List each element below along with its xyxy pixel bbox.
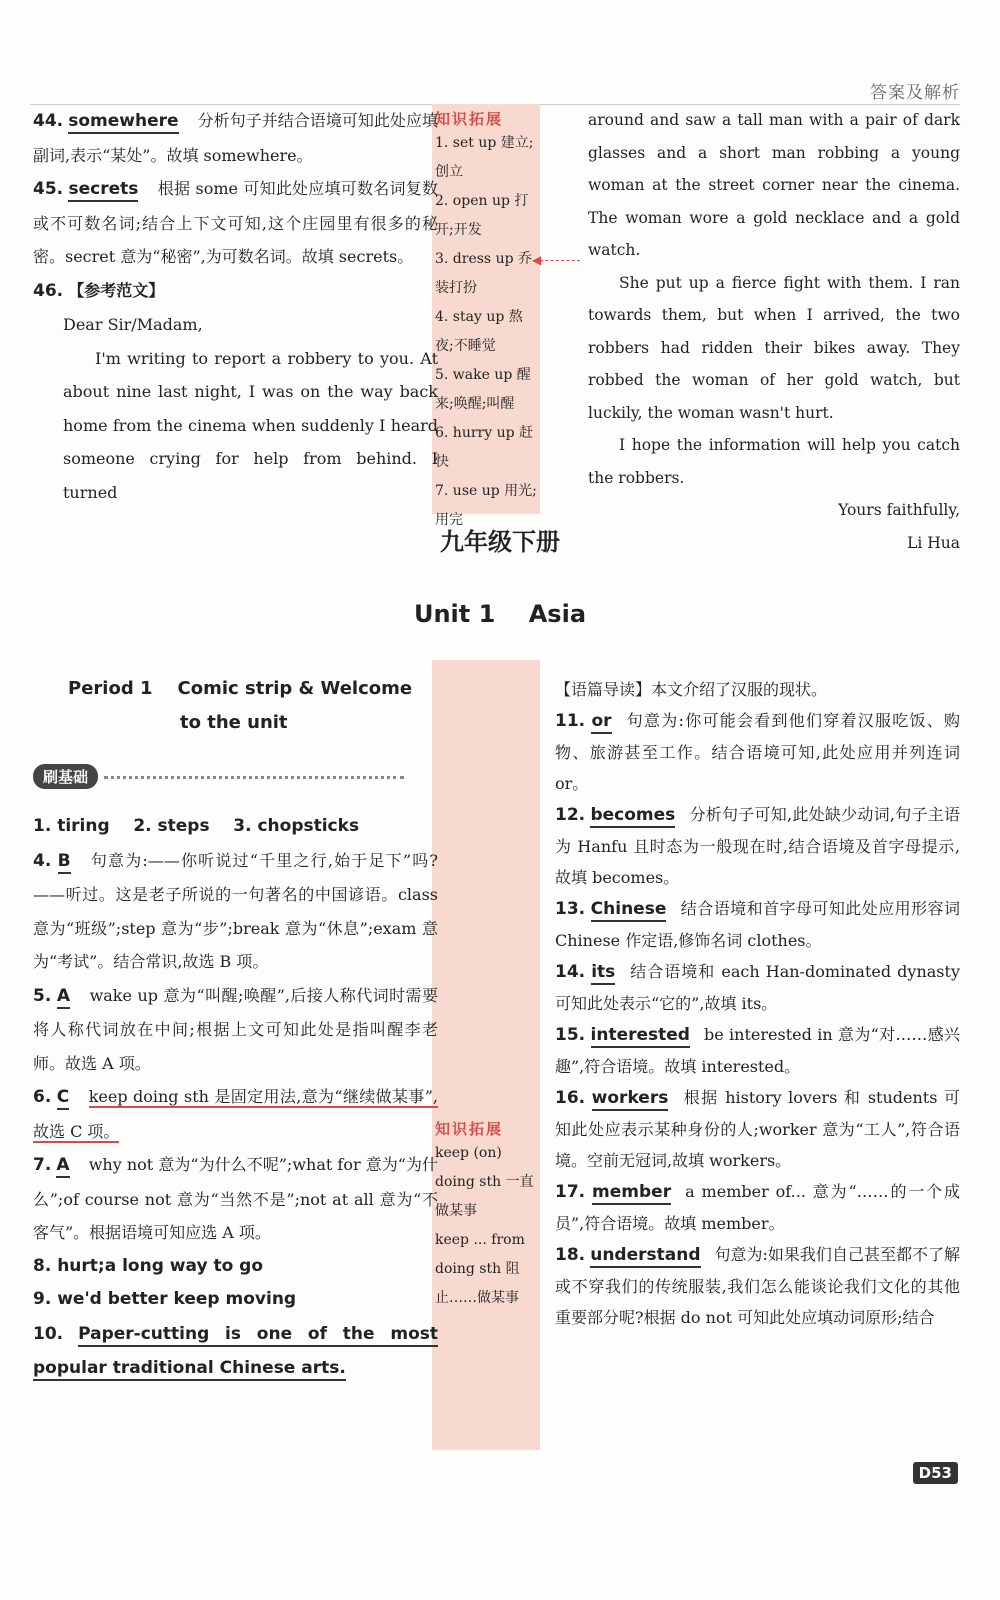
arrow-left-icon: ◀ (532, 253, 542, 267)
extension-item: 7. use up 用光;用完 (435, 483, 537, 528)
question-number: 5. (33, 985, 52, 1006)
answer-letter: A (56, 1155, 69, 1178)
answer-letter: A (57, 986, 70, 1009)
answer-letter: C (57, 1087, 69, 1110)
pointer-line (540, 260, 580, 261)
letter-paragraph-1: I'm writing to report a robbery to you. At about nine last night, I was on the way back home from the cinema when suddenly I heard someone crying for help from behind. I turned (63, 348, 438, 502)
letter-closing: Yours faithfully, (838, 501, 960, 519)
question-number: 15. (555, 1025, 586, 1045)
answer-8: 8. hurt;a long way to go (33, 1255, 264, 1276)
explanation: 根据 history lovers 和 students 可知此处应表示某种身份的人;worker 意为“工人”,符合语境。空前无冠词,故填 workers。 (555, 1088, 960, 1170)
explanation: 结合语境和首字母可知此处应用形容词 Chinese 作定语,修饰名词 clothes。 (555, 899, 960, 950)
extension-item: 4. stay up 熬夜;不睡觉 (435, 309, 523, 354)
unit-title: Unit 1 Asia (413, 600, 587, 628)
answer-word: understand (590, 1245, 700, 1268)
answer-letter: B (58, 851, 71, 874)
answers-1-3: 1. tiring 2. steps 3. chopsticks (33, 816, 360, 836)
answer-word: secrets (68, 179, 138, 202)
question-number: 11. (555, 711, 586, 731)
letter-greeting: Dear Sir/Madam, (63, 315, 203, 334)
bottom-knowledge-extension (435, 1118, 537, 1313)
answer-5 (33, 979, 438, 1081)
explanation: 结合语境和 each Han-dominated dynasty 可知此处表示“它的”,故填 its。 (555, 962, 960, 1013)
letter-paragraph-2: She put up a fierce fight with them. I ran towards them, but when I arrived, the two robbers had ridden their bikes away. They robbed the woman of her gold watch, but luckily, the woman wasn't hurt. (588, 273, 960, 422)
extension-item: keep (on) doing sth 一直做某事 (435, 1145, 534, 1219)
answer-word: workers (592, 1088, 669, 1111)
bottom-left-column (33, 810, 438, 1386)
page-number: D53 (913, 1462, 958, 1484)
answer-11 (555, 705, 960, 799)
answer-45 (33, 172, 438, 274)
explanation: 句意为:你可能会看到他们穿着汉服吃饭、购物、旅游甚至工作。结合语境可知,此处应用并列连词 or。 (555, 711, 960, 793)
explanation: 句意为:——你听说过“千里之行,始于足下”吗?——听过。这是老子所说的一句著名的中国谚语。class 意为“班级”;step 意为“步”;break 意为“休息”;exam 意为“考试”。结合常识,故选 B 项。 (33, 850, 438, 971)
question-number: 44. (33, 111, 64, 131)
period-title-line-1: Period 1 Comic strip & Welcome (68, 678, 413, 699)
answer-word: somewhere (68, 111, 178, 134)
question-number: 12. (555, 805, 586, 825)
answer-15 (555, 1019, 960, 1082)
answer-word: interested (591, 1025, 690, 1048)
answer-9: 9. we'd better keep moving (33, 1289, 297, 1309)
extension-item: keep ... from doing sth 阻止……做某事 (435, 1232, 525, 1306)
answer-13 (555, 893, 960, 956)
extension-item: 5. wake up 醒来;唤醒;叫醒 (435, 367, 531, 412)
extension-item: 1. set up 建立;创立 (435, 135, 534, 180)
letter-paragraph-1-cont: around and saw a tall man with a pair of dark glasses and a short man robbing a young woman at the street corner near the cinema. The woman wore a gold necklace and a gold watch. (588, 111, 960, 259)
section-badge-row (33, 764, 438, 789)
explanation: 句意为:如果我们自己甚至都不了解或不穿我们的传统服装,我们怎么能谈论我们文化的其他重要部分呢?根据 do not 可知此处应填动词原形;结合 (555, 1245, 960, 1327)
explanation: 分析句子可知,此处缺少动词,句子主语为 Hanfu 且时态为一般现在时,结合语境及首字母提示,故填 becomes。 (555, 805, 960, 887)
question-number: 17. (555, 1182, 586, 1202)
extension-title: 知识拓展 (435, 110, 504, 128)
answer-46 (33, 274, 438, 309)
question-number: 14. (555, 962, 586, 982)
letter-paragraph-3: I hope the information will help you catch the robbers. (588, 436, 960, 487)
explanation: why not 意为“为什么不呢”;what for 意为“为什么”;of course not 意为“当然不是”;not at all 意为“不客气”。根据语境可知应选 A 项。 (33, 1155, 439, 1242)
answer-sentence: Paper-cutting is one of the most popular traditional Chinese arts. (33, 1324, 438, 1382)
extension-title: 知识拓展 (435, 1120, 504, 1138)
answer-4 (33, 844, 438, 979)
answer-word: becomes (590, 805, 675, 828)
answer-14 (555, 956, 960, 1019)
answer-word: Chinese (591, 899, 667, 922)
extension-item: 2. open up 打开;开发 (435, 193, 529, 238)
answer-18 (555, 1239, 960, 1333)
answer-17 (555, 1176, 960, 1239)
question-number: 13. (555, 899, 586, 919)
answer-word: member (592, 1182, 671, 1205)
question-number: 10. (33, 1323, 64, 1344)
question-number: 6. (33, 1087, 52, 1107)
section-header: 答案及解析 (870, 83, 960, 103)
question-number: 7. (33, 1155, 52, 1175)
question-number: 45. (33, 179, 64, 199)
extension-item: 3. dress up 乔装打扮 (435, 251, 532, 296)
question-number: 16. (555, 1088, 586, 1108)
answer-6 (33, 1080, 438, 1148)
explanation: wake up 意为“叫醒;唤醒”,后接人称代词时需要将人称代词放在中间;根据上文可知此处是指叫醒李老师。故选 A 项。 (33, 985, 438, 1073)
explanation: 分析句子并结合语境可知此处应填副词,表示“某处”。故填 somewhere。 (33, 111, 438, 165)
extension-list (435, 1139, 537, 1313)
top-right-column (588, 104, 960, 559)
explanation: be interested in 意为“对……感兴趣”,符合语境。故填 interested。 (555, 1025, 960, 1076)
sample-essay-heading: 【参考范文】 (68, 280, 165, 300)
answer-7 (33, 1148, 438, 1250)
answer-word: its (591, 962, 615, 985)
answer-word: or (591, 711, 611, 734)
dotted-divider (104, 776, 404, 779)
period-title-line-2: to the unit (180, 712, 288, 733)
top-knowledge-extension (435, 108, 537, 535)
answer-10 (33, 1317, 438, 1386)
question-number: 46. (33, 280, 64, 301)
period-title (68, 672, 428, 740)
passage-intro: 【语篇导读】本文介绍了汉服的现状。 (555, 680, 828, 699)
extension-list (435, 129, 537, 535)
bottom-extension-band (432, 660, 540, 1450)
explanation: keep doing sth 是固定用法,意为“继续做某事”,故选 C 项。 (33, 1087, 438, 1141)
letter-signature: Li Hua (907, 533, 960, 552)
answer-16 (555, 1082, 960, 1176)
book-title: 九年级下册 (440, 528, 560, 556)
question-number: 18. (555, 1245, 586, 1265)
bottom-right-column (555, 674, 960, 1333)
explanation: 根据 some 可知此处应填可数名词复数或不可数名词;结合上下文可知,这个庄园里有很多的秘密。secret 意为“秘密”,为可数名词。故填 secrets。 (33, 179, 438, 266)
answer-12 (555, 799, 960, 893)
question-number: 4. (33, 850, 52, 871)
answer-44 (33, 104, 438, 172)
explanation: a member of... 意为“……的一个成员”,符合语境。故填 member。 (555, 1182, 960, 1233)
extension-item: 6. hurry up 赶快 (435, 425, 534, 470)
top-left-column (33, 104, 438, 509)
basic-practice-badge: 刷基础 (33, 764, 98, 789)
